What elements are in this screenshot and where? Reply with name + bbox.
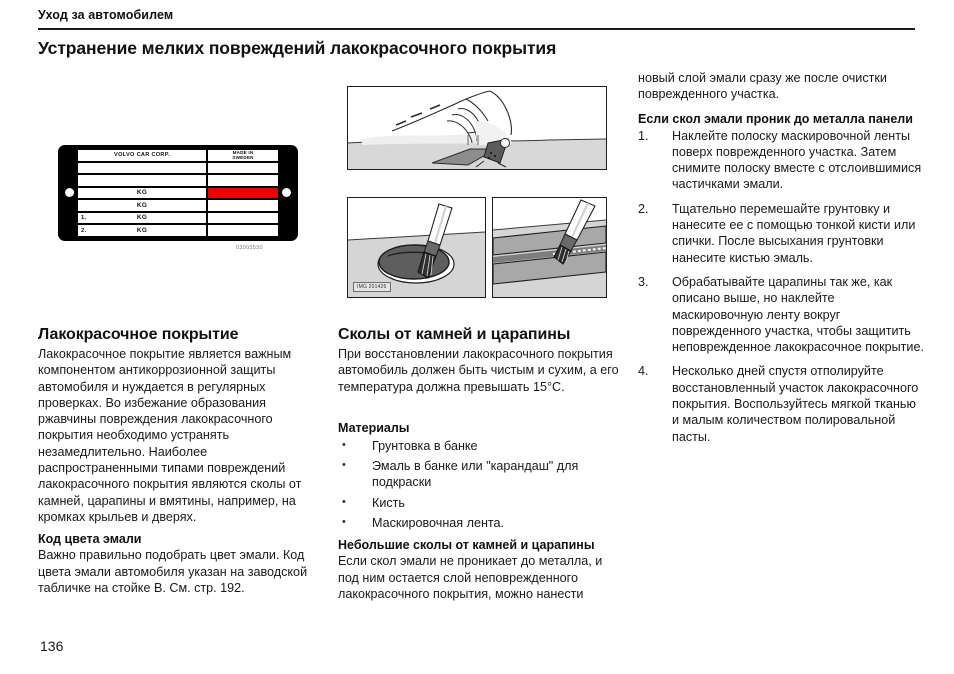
paragraph-small-chips: Если скол эмали не проникает до металла, и под ним остается слой неповрежденного лакокрасочного покрытия, можно нанести — [338, 554, 603, 601]
plate-cell-blank — [208, 200, 278, 211]
list-item: • Грунтовка в банке — [338, 438, 624, 454]
step-number: 2. — [638, 201, 649, 216]
list-item — [638, 274, 924, 355]
list-repair-steps — [638, 128, 924, 445]
plate-kg-label: KG — [136, 189, 148, 197]
paragraph-paint-color-code: Важно правильно подобрать цвет эмали. Код цвета эмали автомобиля указан на заводской табличке на стойке B. См. стр. 192. — [38, 548, 308, 595]
plate-cell-blank — [78, 175, 206, 186]
figure-masking-tape-removal — [347, 86, 607, 170]
plate-cell-kg-axle-2 — [78, 225, 206, 236]
subheading-paint-color-code: Код цвета эмали — [38, 532, 142, 547]
subheading-deep-chips: Если скол эмали проник до металла панели — [638, 111, 913, 126]
illustration-hand-peeling-tape — [348, 87, 606, 169]
list-item: • Маскировочная лента. — [338, 515, 624, 531]
plate-kg-label: KG — [136, 214, 148, 222]
paragraph-stone-chips-intro: При восстановлении лакокрасочного покрытия автомобиль должен быть чистым и сухим, а его температура должна превышать 15°C. — [338, 347, 619, 394]
paragraph-continuation: новый слой эмали сразу же после очистки поврежденного участка. — [638, 71, 887, 102]
made-in-line-2: SWEDEN — [232, 155, 254, 161]
plate-kg-label: KG — [136, 226, 148, 234]
plate-row — [78, 200, 278, 211]
plate-cell-blank — [208, 163, 278, 174]
header-divider — [38, 28, 915, 30]
list-item: • Эмаль в банке или "карандаш" для подкраски — [338, 458, 624, 491]
paragraph-paintwork-intro: Лакокрасочное покрытие является важным компонентом антикоррозионной защиты автомобиля и нуждается в регулярных проверках. Во избежание образования ржавчины повреждения лакокрасочного покрытия необходимо устранять незамедлительно. Наиболее распространенными типами повреждений лакокрасочного покрытия являются сколы от камней, царапины и вмятины, например, на кромках крыльев и дверях. — [38, 347, 302, 524]
figure-caption: IMG 201426 — [353, 282, 391, 292]
plate-row — [78, 150, 278, 161]
type-plate-grid — [78, 150, 278, 236]
section-title-paintwork: Лакокрасочное покрытие — [38, 326, 239, 343]
running-head: Уход за автомобилем — [38, 8, 174, 22]
step-text: Наклейте полоску маскировочной ленты поверх поврежденного участка. Затем снимите полоску вместе с отслоившимися частичками эмали. — [672, 128, 922, 192]
page-number: 136 — [40, 638, 64, 654]
subheading-materials: Материалы — [338, 420, 410, 435]
column-middle — [338, 326, 624, 602]
plate-cell-blank — [78, 163, 206, 174]
page-title: Устранение мелких повреждений лакокрасочного покрытия — [38, 38, 557, 58]
step-text: Тщательно перемешайте грунтовку и нанесите ее с помощью тонкой кисти или спички. После высыхания грунтовки нанесите кистью эмаль. — [672, 201, 916, 265]
list-item — [638, 128, 924, 193]
column-right — [638, 70, 924, 453]
list-materials — [338, 438, 624, 531]
plate-cell-blank — [208, 213, 278, 224]
plate-cell-kg-axle-1 — [78, 213, 206, 224]
mounting-hole-right-icon — [282, 188, 291, 197]
step-text: Обрабатывайте царапины так же, как описано выше, но наклейте маскировочную ленту вокруг поврежденного участка, чтобы защитить неповрежденное лакокрасочное покрытие. — [672, 274, 924, 355]
step-number: 4. — [638, 364, 649, 379]
plate-cell-kg — [78, 188, 206, 199]
mounting-hole-left-icon — [65, 188, 74, 197]
list-item — [638, 201, 924, 266]
made-in-line-1: MADE IN — [232, 150, 254, 156]
plate-row — [78, 213, 278, 224]
plate-row-index: 2. — [81, 227, 87, 234]
subheading-small-chips: Небольшие сколы от камней и царапины — [338, 538, 595, 553]
plate-cell-blank — [208, 175, 278, 186]
plate-cell-manufacturer: VOLVO CAR CORP. — [78, 150, 206, 161]
plate-cell-made-in — [208, 150, 278, 161]
plate-cell-color-code-highlight — [208, 188, 278, 199]
section-title-stone-chips: Сколы от камней и царапины — [338, 326, 571, 343]
step-text: Несколько дней спустя отполируйте восстановленный участок лакокрасочного покрытия. Воспользуйтесь мягкой тканью и малым количеством полировальной пасты. — [672, 364, 919, 444]
list-item — [638, 363, 924, 444]
column-left — [38, 326, 324, 596]
step-number: 3. — [638, 274, 649, 289]
plate-row-index: 1. — [81, 215, 87, 222]
plate-row — [78, 163, 278, 174]
plate-row — [78, 225, 278, 236]
step-number: 1. — [638, 128, 649, 143]
plate-cell-kg — [78, 200, 206, 211]
figure-brush-applying-to-scratch — [492, 197, 607, 298]
type-plate-body — [58, 145, 298, 241]
plate-row — [78, 175, 278, 186]
plate-kg-label: KG — [136, 201, 148, 209]
figure-reference-code: 03003530 — [236, 245, 263, 251]
figure-brush-applying-to-chip — [347, 197, 486, 298]
plate-row-highlighted — [78, 188, 278, 199]
plate-cell-blank — [208, 225, 278, 236]
figure-type-plate — [58, 145, 298, 251]
list-item: • Кисть — [338, 495, 624, 511]
illustration-masked-scratch-painting — [493, 198, 606, 297]
